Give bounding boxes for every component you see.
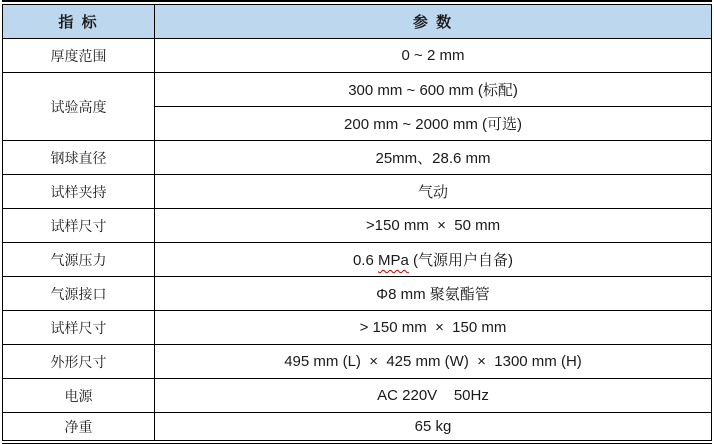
table-row-net-weight: [3, 413, 712, 441]
row-value: >150 mm × 50 mm: [155, 209, 712, 243]
row-value: AC 220V 50Hz: [155, 379, 712, 413]
row-label: 气源压力: [3, 243, 155, 277]
row-label: 钢球直径: [3, 141, 155, 175]
header-indicator: 指 标: [3, 5, 155, 39]
spec-table-frame: [2, 0, 712, 444]
header-parameter: 参 数: [155, 5, 712, 39]
table-row-specimen-clamping: [3, 175, 712, 209]
table-row-test-height: [3, 73, 712, 107]
spellcheck-flagged-text: MPa: [378, 252, 409, 269]
header-row: [3, 5, 712, 39]
row-value: [155, 243, 712, 277]
value-text: (气源用户自备): [408, 252, 514, 269]
row-value: > 150 mm × 150 mm: [155, 311, 712, 345]
row-value: 0 ~ 2 mm: [155, 39, 712, 73]
spec-table: [2, 4, 712, 441]
table-row-air-connector: [3, 277, 712, 311]
row-value-optional: 200 mm ~ 2000 mm (可选): [155, 107, 712, 141]
table-row-overall-dimensions: [3, 345, 712, 379]
table-row-specimen-size-2: [3, 311, 712, 345]
row-label: 气源接口: [3, 277, 155, 311]
table-row-air-pressure: [3, 243, 712, 277]
table-row-specimen-size-1: [3, 209, 712, 243]
table-row-power-supply: [3, 379, 712, 413]
row-label: 净重: [3, 413, 155, 441]
row-label: 电源: [3, 379, 155, 413]
document-page: [2, 0, 712, 444]
row-value: 495 mm (L) × 425 mm (W) × 1300 mm (H): [155, 345, 712, 379]
row-value: Φ8 mm 聚氨酯管: [155, 277, 712, 311]
row-value: 25mm、28.6 mm: [155, 141, 712, 175]
table-row-thickness-range: [3, 39, 712, 73]
row-value: 65 kg: [155, 413, 712, 441]
row-label: 试验高度: [3, 73, 155, 141]
row-label: 试样尺寸: [3, 209, 155, 243]
row-value: 气动: [155, 175, 712, 209]
row-label: 试样夹持: [3, 175, 155, 209]
value-text: 0.6: [352, 252, 378, 269]
row-label: 外形尺寸: [3, 345, 155, 379]
row-label: 厚度范围: [3, 39, 155, 73]
row-value-standard: 300 mm ~ 600 mm (标配): [155, 73, 712, 107]
row-label: 试样尺寸: [3, 311, 155, 345]
table-row-ball-diameter: [3, 141, 712, 175]
